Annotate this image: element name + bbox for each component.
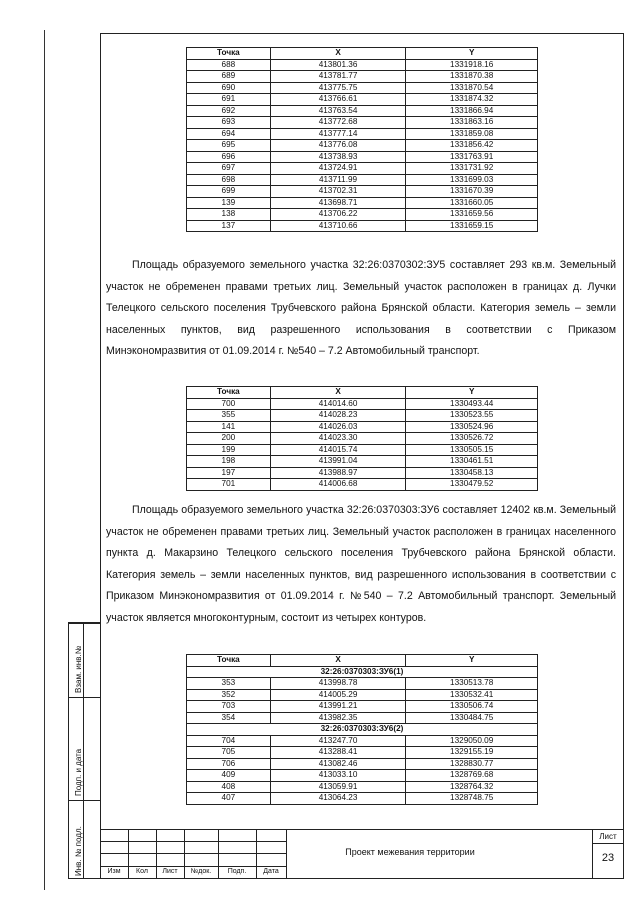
coordinates-table-3 (186, 654, 538, 805)
left-margin-strip (68, 622, 100, 879)
cell-point: 139 (187, 197, 271, 209)
cell-y: 1330505.15 (406, 444, 538, 456)
cell-y: 1330458.13 (406, 467, 538, 479)
cell-y: 1330524.96 (406, 421, 538, 433)
table-row (187, 735, 538, 747)
cell-x: 413763.54 (270, 105, 406, 117)
table-row (187, 220, 538, 232)
cell-point: 695 (187, 140, 271, 152)
table-row (187, 59, 538, 71)
cell-y: 1328748.75 (406, 793, 538, 805)
table-row (187, 467, 538, 479)
table-row (187, 712, 538, 724)
table-row (187, 105, 538, 117)
cell-x: 413982.35 (270, 712, 406, 724)
paragraph-zu5 (106, 255, 616, 363)
cell-y: 1330532.41 (406, 689, 538, 701)
table-row (187, 770, 538, 782)
table-row (187, 781, 538, 793)
cell-point: 408 (187, 781, 271, 793)
cell-x: 414005.29 (270, 689, 406, 701)
coordinates-table-2 (186, 386, 538, 491)
page-number: 23 (601, 852, 615, 864)
table-row (187, 421, 538, 433)
table-row (187, 82, 538, 94)
stamp-col-kol: Кол (136, 868, 148, 875)
table-row (187, 174, 538, 186)
cell-point: 354 (187, 712, 271, 724)
title-block-stamp (100, 829, 624, 879)
stamp-col-podp: Подп. (227, 868, 247, 875)
cell-y: 1331699.03 (406, 174, 538, 186)
table-row (187, 793, 538, 805)
table-row (187, 479, 538, 491)
cell-y: 1329050.09 (406, 735, 538, 747)
cell-y: 1331731.92 (406, 163, 538, 175)
col-header-x: X (270, 655, 406, 667)
cell-x: 413698.71 (270, 197, 406, 209)
table-header-row (187, 655, 538, 667)
table-header-row (187, 387, 538, 399)
cell-y: 1331659.15 (406, 220, 538, 232)
cell-point: 705 (187, 747, 271, 759)
table-row (187, 71, 538, 83)
table-row (187, 94, 538, 106)
table-row (187, 117, 538, 129)
cell-point: 701 (187, 479, 271, 491)
table-row (187, 410, 538, 422)
cell-y: 1328764.32 (406, 781, 538, 793)
cell-x: 414006.68 (270, 479, 406, 491)
table-row (187, 197, 538, 209)
table-row (187, 186, 538, 198)
col-header-y: Y (406, 48, 538, 60)
cell-x: 413998.78 (270, 678, 406, 690)
sheet-label: Лист (599, 832, 617, 841)
cell-x: 413775.75 (270, 82, 406, 94)
table-row (187, 758, 538, 770)
table-row (187, 128, 538, 140)
cell-y: 1330484.75 (406, 712, 538, 724)
cell-x: 413781.77 (270, 71, 406, 83)
table-row (187, 456, 538, 468)
col-header-x: X (270, 48, 406, 60)
cell-x: 413772.68 (270, 117, 406, 129)
cell-point: 694 (187, 128, 271, 140)
cell-x: 413710.66 (270, 220, 406, 232)
table-row (187, 209, 538, 221)
cell-point: 692 (187, 105, 271, 117)
cell-point: 198 (187, 456, 271, 468)
cell-x: 413702.31 (270, 186, 406, 198)
table-row (187, 398, 538, 410)
cell-y: 1331670.39 (406, 186, 538, 198)
cell-y: 1330513.78 (406, 678, 538, 690)
paragraph-zu6-text: Площадь образуемого земельного участка 32:26:0370303:ЗУ6 составляет 12402 кв.м. Земельный участок не обременен правами третьих лиц. Земельный участок расположен в границах населенного пункта д. Макарзино Телецкого сельского поселения Трубчевского района Брянской области. Категория земель – земли населенных пунктов, вид разрешенного использования в соответствии с Приказом Минэкономразвития от 01.09.2014 г. №540 – 7.2 Автомобильный транспорт. Земельный участок является многоконтурным, состоит из четырех контуров. (106, 504, 616, 624)
cell-x: 413064.23 (270, 793, 406, 805)
cell-point: 693 (187, 117, 271, 129)
cell-x: 413711.99 (270, 174, 406, 186)
stamp-col-data: Дата (263, 868, 279, 875)
cell-point: 706 (187, 758, 271, 770)
table-row (187, 747, 538, 759)
contour-1-label: 32:26:0370303:ЗУ6(1) (187, 666, 538, 678)
col-header-point: Точка (187, 48, 271, 60)
cell-y: 1331874.32 (406, 94, 538, 106)
cell-y: 1331870.54 (406, 82, 538, 94)
cell-point: 352 (187, 689, 271, 701)
cell-x: 413991.21 (270, 701, 406, 713)
document-title: Проект межевания территории (345, 847, 475, 857)
cell-point: 699 (187, 186, 271, 198)
cell-point: 141 (187, 421, 271, 433)
table-header-row (187, 48, 538, 60)
stamp-col-list: Лист (162, 868, 178, 875)
cell-point: 697 (187, 163, 271, 175)
cell-x: 413288.41 (270, 747, 406, 759)
col-header-y: Y (406, 655, 538, 667)
cell-point: 353 (187, 678, 271, 690)
table-row (187, 151, 538, 163)
cell-point: 138 (187, 209, 271, 221)
cell-x: 413247.70 (270, 735, 406, 747)
binding-edge-line (44, 30, 45, 890)
table-row (187, 163, 538, 175)
cell-y: 1331870.38 (406, 71, 538, 83)
cell-x: 413738.93 (270, 151, 406, 163)
cell-x: 414028.23 (270, 410, 406, 422)
cell-point: 355 (187, 410, 271, 422)
col-header-y: Y (406, 387, 538, 399)
strip-cell-inv (69, 800, 100, 880)
strip-cell-vzam (69, 623, 100, 697)
paragraph-zu5-text: Площадь образуемого земельного участка 32:26:0370302:ЗУ5 составляет 293 кв.м. Земельный участок не обременен правами третьих лиц. Земельный участок расположен в границах д. Лучки Телецкого сельского поселения Трубчевского района Брянской области. Категория земель – земли населенных пунктов, вид разрешенного использования в соответствии с Приказом Минэкономразвития от 01.09.2014 г. №540 – 7.2 Автомобильный транспорт. (106, 259, 616, 357)
strip-label-podp: Подп. и дата (74, 748, 83, 796)
cell-x: 414015.74 (270, 444, 406, 456)
cell-x: 413777.14 (270, 128, 406, 140)
cell-point: 704 (187, 735, 271, 747)
cell-point: 688 (187, 59, 271, 71)
cell-y: 1330479.52 (406, 479, 538, 491)
cell-y: 1329155.19 (406, 747, 538, 759)
cell-point: 200 (187, 433, 271, 445)
cell-y: 1331856.42 (406, 140, 538, 152)
cell-x: 413033.10 (270, 770, 406, 782)
cell-x: 414014.60 (270, 398, 406, 410)
cell-y: 1328769.68 (406, 770, 538, 782)
contour-header-row (187, 666, 538, 678)
cell-point: 407 (187, 793, 271, 805)
table-row (187, 433, 538, 445)
cell-y: 1328830.77 (406, 758, 538, 770)
table-row (187, 140, 538, 152)
cell-y: 1330506.74 (406, 701, 538, 713)
paragraph-zu6 (106, 500, 616, 629)
cell-y: 1330461.51 (406, 456, 538, 468)
coordinates-table-1 (186, 47, 538, 232)
cell-x: 413801.36 (270, 59, 406, 71)
cell-point: 690 (187, 82, 271, 94)
cell-point: 689 (187, 71, 271, 83)
cell-point: 199 (187, 444, 271, 456)
cell-y: 1331660.05 (406, 197, 538, 209)
col-header-x: X (270, 387, 406, 399)
cell-y: 1331859.08 (406, 128, 538, 140)
table-row (187, 701, 538, 713)
strip-label-vzam: Взам. инв.№ (74, 645, 83, 693)
stamp-col-ndok: №док. (190, 868, 212, 875)
cell-x: 413059.91 (270, 781, 406, 793)
cell-point: 409 (187, 770, 271, 782)
cell-y: 1330493.44 (406, 398, 538, 410)
cell-y: 1331659.56 (406, 209, 538, 221)
strip-label-inv: Инв. № подл. (74, 826, 83, 876)
table-row (187, 689, 538, 701)
cell-x: 413082.46 (270, 758, 406, 770)
cell-x: 413706.22 (270, 209, 406, 221)
strip-cell-podp (69, 697, 100, 800)
cell-point: 703 (187, 701, 271, 713)
cell-y: 1331918.16 (406, 59, 538, 71)
cell-x: 413991.04 (270, 456, 406, 468)
cell-point: 696 (187, 151, 271, 163)
cell-x: 414026.03 (270, 421, 406, 433)
cell-point: 137 (187, 220, 271, 232)
cell-y: 1330523.55 (406, 410, 538, 422)
stamp-col-izm: Изм (107, 868, 121, 875)
cell-y: 1331866.94 (406, 105, 538, 117)
col-header-point: Точка (187, 655, 271, 667)
cell-y: 1331763.91 (406, 151, 538, 163)
contour-header-row (187, 724, 538, 736)
cell-x: 414023.30 (270, 433, 406, 445)
cell-point: 691 (187, 94, 271, 106)
cell-y: 1330526.72 (406, 433, 538, 445)
table-row (187, 678, 538, 690)
contour-2-label: 32:26:0370303:ЗУ6(2) (187, 724, 538, 736)
table-row (187, 444, 538, 456)
cell-x: 413724.91 (270, 163, 406, 175)
cell-point: 700 (187, 398, 271, 410)
cell-x: 413766.61 (270, 94, 406, 106)
cell-y: 1331863.16 (406, 117, 538, 129)
cell-point: 698 (187, 174, 271, 186)
cell-x: 413988.97 (270, 467, 406, 479)
col-header-point: Точка (187, 387, 271, 399)
cell-point: 197 (187, 467, 271, 479)
cell-x: 413776.08 (270, 140, 406, 152)
